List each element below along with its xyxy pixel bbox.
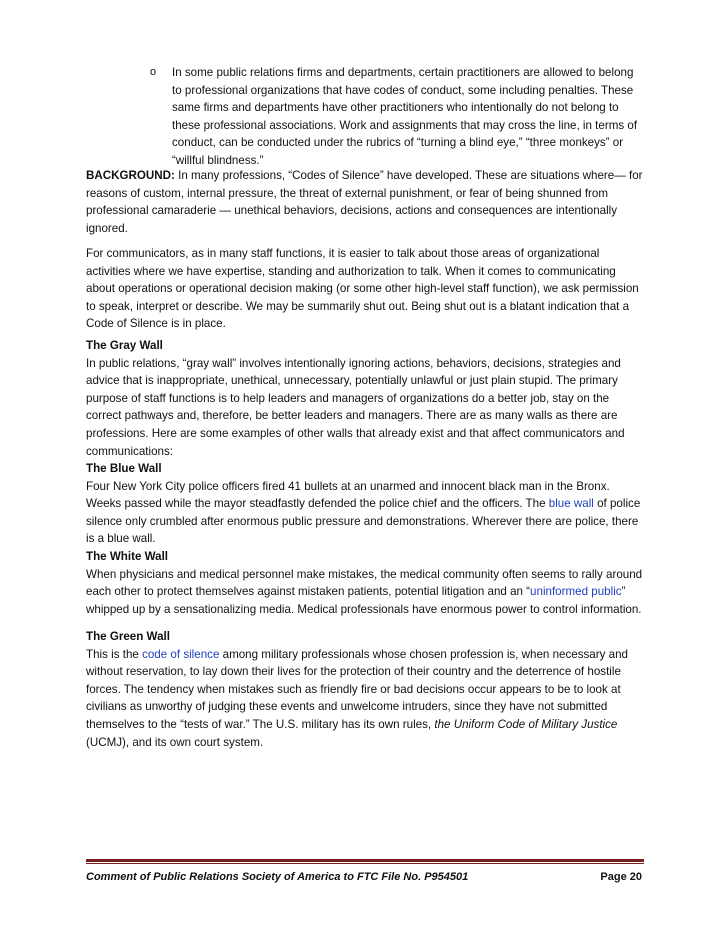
blue-wall-heading: The Blue Wall <box>86 462 162 475</box>
green-wall-text-after: (UCMJ), and its own court system. <box>86 735 264 749</box>
background-paragraph <box>86 167 646 237</box>
green-wall-heading: The Green Wall <box>86 630 170 643</box>
green-wall-text-before: This is the <box>86 647 143 661</box>
white-wall-link[interactable]: uninformed public <box>530 585 622 599</box>
green-wall-link[interactable]: code of silence <box>142 647 220 661</box>
blue-wall-section <box>86 460 646 548</box>
white-wall-heading: The White Wall <box>86 550 169 563</box>
blue-wall-link[interactable]: blue wall <box>548 497 594 511</box>
gray-wall-section <box>86 337 646 460</box>
green-wall-text-middle: among military professionals whose chosen profession is, when necessary and without reservation, to lay down their lives for the protection of their country and the deterrence of hostile forces. The tendency when mistakes such as friendly fire or bad decisions occur appears to be to look at civilians as unworthy of judging these events and unwelcome intruders, since they have not submitted themselves to the “tests of war.” The U.S. military has its own rules, <box>86 647 628 731</box>
footer-rule <box>86 859 644 862</box>
ucmj-title: the Uniform Code of Military Justice <box>434 717 618 731</box>
blue-wall-text-before: Four New York City police officers fired 41 bullets at an unarmed and innocent black man in the Bronx. Weeks passed while the mayor steadfastly defended the police chief and the officers. The <box>86 479 610 511</box>
gray-wall-text: In public relations, “gray wall” involves intentionally ignoring actions, behaviors, decisions, strategies and advice that is inappropriate, unethical, unnecessary, potentially unlawful or just plain stupid. The primary purpose of staff functions is to help leaders and managers of organizations do a better job, stay on the correct pathways and, therefore, be better leaders and managers. There are as many walls as there are professions. Here are some examples of other walls that already exist and that affect communicators and communications: <box>86 356 625 458</box>
footer-rule-thin <box>86 863 644 864</box>
blue-wall-text-after: of police silence only crumbled after enormous public pressure and demonstrations. Wherever there are police, there is a blue wall. <box>86 497 641 546</box>
white-wall-section <box>86 548 646 618</box>
background-text: In many professions, “Codes of Silence” have developed. These are situations where— for reasons of custom, internal pressure, the threat of external punishment, or fear of being shunned from professional camaraderie — unethical behaviors, decisions, actions and consequences are intentionally ignored. <box>86 169 643 235</box>
gray-wall-heading: The Gray Wall <box>86 339 163 352</box>
background-label: BACKGROUND: <box>86 169 175 182</box>
footer-page-number: Page 20 <box>600 871 642 883</box>
green-wall-section <box>86 628 646 751</box>
bullet-text: In some public relations firms and departments, certain practitioners are allowed to belong to professional organizations that have codes of conduct, some including penalties. These same firms and departments have other practitioners who intentionally do not belong to these professional associations. Work and assignments that may cross the line, in terms of conduct, can be conducted under the rubrics of “turning a blind eye,” “three monkeys” or “willful blindness.” <box>172 66 638 167</box>
bullet-marker: o <box>150 66 157 78</box>
communicators-paragraph: For communicators, as in many staff functions, it is easier to talk about those areas of organizational activities where we have expertise, standing and authorization to talk. When it comes to communicating about operations or operational decision making (or some other high-level staff function), we ask permission to speak, interpret or describe. We may be summarily shut out. Being shut out is a blatant indication that a Code of Silence is in place. <box>86 247 639 331</box>
white-wall-text-before: When physicians and medical personnel make mistakes, the medical community often seems to rally around each other to protect themselves against mistaken patients, potential litigation and an “ <box>86 567 643 599</box>
white-wall-text-after: ” whipped up by a sensationalizing media. Medical professionals have enormous power to control information. <box>86 585 642 616</box>
footer-document-title: Comment of Public Relations Society of America to FTC File No. P954501 <box>86 871 469 883</box>
